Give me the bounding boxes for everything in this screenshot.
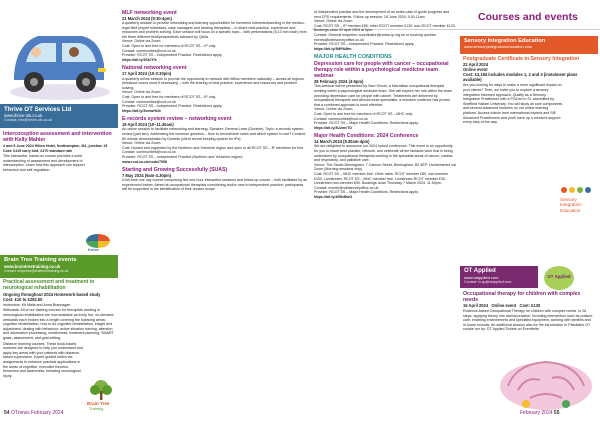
ot-cost: Cost: £130 bbox=[519, 303, 541, 308]
thrive-name-banner bbox=[0, 104, 118, 128]
brain-name: Brain Tree Training events bbox=[4, 257, 77, 263]
event-cost: Cost: Open to and free for members of RCOT SS – IP only. bbox=[122, 44, 217, 49]
event-title: Major Health Conditions: 2024 Conference bbox=[314, 133, 419, 140]
issue-left: OTnews February 2024 bbox=[10, 410, 64, 416]
column-3 bbox=[314, 10, 456, 416]
event-title: E-records system review – networking event bbox=[122, 116, 232, 123]
brain-logo-line2: Training bbox=[89, 406, 104, 411]
event-date: 19 April 2024 (10–11.30am) bbox=[122, 122, 174, 128]
thrive-name: Thrive OT Services Ltd bbox=[4, 106, 72, 113]
event-provider: Provider: RCOT SS – Major Health Conditions. Restrictions apply. bbox=[314, 190, 419, 195]
event-contact[interactable]: Contact: communities@rcot.co.uk bbox=[122, 99, 176, 104]
thrive-url[interactable]: www.thrive-ots.co.uk bbox=[4, 113, 43, 118]
event-contact[interactable]: Contact: communities@rcot.co.uk bbox=[314, 116, 368, 121]
event-link[interactable]: https://bit.ly/3Sk7tTe bbox=[122, 57, 157, 62]
brain-url[interactable]: www.braintreetraining.co.uk bbox=[4, 263, 61, 269]
sensory-mode: Online event bbox=[463, 67, 488, 73]
suas-link[interactable]: https://bit.ly/3MPA8fm bbox=[314, 46, 352, 51]
event-date: 17 April 2024 (10-3:30pm) bbox=[122, 71, 172, 77]
event-cost: Cost: Hosted and organised by the Northern and Yorkshire region and open to all RCOT SS – IP members for free. bbox=[122, 145, 305, 150]
event-venue: Venue: Online via Zoom. bbox=[122, 39, 162, 44]
event-contact[interactable]: Contact: communities@rcot.co.uk bbox=[122, 48, 176, 53]
sensory-body: Are you looking for ways to make a more significant impact on your clients? Then, we invite you to explore a sensory integration informed approach. Qualify as a Sensory Integration Practitioner with a PGCert in SI, accredited by Sheffield Hallam University. You will study all core components and several advanced modules on our online learning platform. Access videos from international experts and SIE Advanced Practitioners and you'll have up a mentor's support every step of the way. bbox=[463, 83, 563, 125]
event-link[interactable]: www.rcot.co.uk/node/7958 bbox=[122, 159, 168, 164]
brain-contact[interactable]: Contact: enquiries@braintreetraining.co.uk bbox=[4, 268, 69, 273]
sensory-card bbox=[460, 36, 598, 236]
ot-name: OT Applied bbox=[464, 268, 496, 274]
event-date: 7 May 2024 (9am-4.30pm) bbox=[122, 173, 172, 179]
event-link[interactable]: https://bit.ly/40BvBwG bbox=[314, 195, 353, 199]
event-date: 28 February 2024 (4-5pm) bbox=[314, 79, 364, 85]
event-contact[interactable]: Contact: communities@rcot.co.uk bbox=[122, 150, 176, 155]
event-title: MLF networking event bbox=[122, 10, 177, 16]
brain-cost: Cost: £10 to £252.50 bbox=[3, 296, 43, 302]
event-link[interactable]: https://bit.ly/3U2mvTD bbox=[314, 125, 352, 130]
event-date: 14 March 2024 (9.30am-4pm) bbox=[314, 139, 370, 145]
event-erecords bbox=[122, 116, 308, 164]
event-title: Depression care for people with cancer – occupational therapy role within a psychological medicine team webinar bbox=[314, 61, 449, 80]
event-provider: Provider: RCOT SS – Independent Practice (Northern and Yorkshire region) bbox=[122, 154, 243, 159]
event-provider: Provider: RCOT SS – Major Health Conditions. Restrictions apply. bbox=[314, 121, 419, 126]
event-body: A quarterly session to provide networking and learning opportunities for members interested/working in the medico-legal field (expert witnesses, case managers and treating therapists) – to share best practice, experience and resources and problem solving. Each session will focus on a specific topic – with presentations (5-10 min each) from the three different field/perspectives followed by Q&As. bbox=[122, 21, 307, 39]
event-body: A full-time one day course comprising five one-hour interactive sessions and follow-up course – both facilitated by an experienced trainer. Aimed at occupational therapists considering and/or new to independent practice; participants will be supported in the identification of their chosen scope bbox=[122, 178, 308, 192]
ot-body: Evidence-based Occupational Therapy for children with complex needs. In 26 steps, applying theory into clinical practice. Including intervention such as posture care, enabling environments and specialist equipment, working with families and in-home schools. An additional session also for the introduction to Paediatric OT course run by: OT Applied Tickets on Eventbrite. bbox=[463, 309, 593, 332]
event-title: National networking event bbox=[122, 65, 187, 72]
brain-instructors: Instructors: Kit Malia and Anna Brannagan bbox=[3, 302, 71, 307]
event-body: An online session to facilitate networking and learning. Speaker: Gemma Lowe (Durante). Topic: e-records system review (part two). Addressing the common question – How to record/store notes and which system to use? Content: 60 minute demonstration by Durante (client record keeping system for IPs). bbox=[122, 127, 306, 141]
brain-when: Ongoing throughout 2024 Homework-based study bbox=[3, 291, 101, 297]
event-suas bbox=[122, 167, 308, 192]
page-title: Courses and events bbox=[478, 11, 578, 23]
ot-logo-badge bbox=[544, 266, 574, 290]
suas-continued: of independent practice and the development of an action plan to guide progress and next CPD requirements. Follow up session: 18 June 2024, 9.30-11am. bbox=[314, 10, 450, 19]
brain-logo bbox=[86, 379, 116, 413]
event-venue: Venue: Online via Zoom. bbox=[122, 141, 162, 146]
event-mlf bbox=[122, 10, 308, 62]
event-venue: Venue: Online via Zoom. bbox=[314, 107, 354, 112]
event-date: 21 March 2024 (9:30-4pm) bbox=[122, 16, 172, 21]
event-body: This webinar will be presented by Sam Glover, a Macmillan occupational therapist working within a psychological medicine team. She will explore her role within the team providing depression care for people with cancer. Treatments are delivered by occupational therapists and clinical nurse specialists: a research evidence has proven that a combined approach is most effective. bbox=[314, 84, 453, 107]
tree-icon bbox=[86, 379, 116, 401]
sensory-dots-icon bbox=[560, 184, 596, 196]
sensory-logo bbox=[560, 184, 596, 224]
event-cost: Cost: Open to and free for members of RCOT SS – MHC only. bbox=[314, 112, 413, 116]
event-link[interactable]: https://bit.ly/3vmwHUb bbox=[122, 108, 161, 113]
car-illustration bbox=[8, 6, 110, 110]
event-provider: Provider: RCOT SS – Independent Practice. Restrictions apply. bbox=[122, 53, 223, 58]
event-national bbox=[122, 65, 308, 113]
event-provider: Provider: RCOT SS – Independent Practice. Restrictions apply. bbox=[122, 104, 223, 109]
brain-illustration bbox=[496, 350, 596, 412]
brain-webcasts: Webcasts: All of our training courses for therapists working in neurological rehabilitation are now available as lively, fun, on-demand webcasts each broken into a length covering the following areas: cognitive rehabilitation, how to do cognitive rehabilitation, insight and adjustment, dealing with behaviour, active situation training, attention and information processing, mindfulness, treatment planning, SMART goals, assessment, and goal setting. bbox=[3, 308, 114, 340]
event-cost: Cost: Open to and free for members of RCOT SS – IP only. bbox=[122, 94, 217, 99]
thrive-body: This interactive, hands-on course provides a solid understanding of assessment and development of interoception. Learn how this approach can support behaviour and self-regulation. bbox=[3, 154, 85, 172]
sensory-course-title: Postgraduate Certificate in Sensory Integration bbox=[463, 56, 580, 62]
sensory-date: 22 April 2024 bbox=[463, 62, 489, 67]
sensory-name: Sensory Integration Education bbox=[464, 38, 546, 44]
suas-venue: Venue: Online via Zoom. bbox=[314, 19, 354, 24]
footer-right bbox=[520, 410, 559, 416]
suas-contact[interactable]: Contact: General enquiries: coordinator@rcotss-ip.org.uk or booking queries: events@ndhtsurveyoffice.co.uk bbox=[314, 32, 437, 42]
page-number-left: 54 bbox=[4, 410, 10, 416]
issue-right: February 2024 bbox=[520, 410, 553, 416]
page-number-right: 55 bbox=[553, 410, 560, 416]
ot-url[interactable]: www.otapplied.com bbox=[464, 274, 499, 280]
sensory-logo-text: Sensory Integration Education bbox=[560, 197, 582, 213]
thrive-logo-text: thrive bbox=[88, 247, 99, 252]
brain-card bbox=[0, 255, 118, 417]
event-body: We are delighted to announce our 2024 hybrid conference. This event is an opportunity for you to share best practice, network, and celebrate all the fantastic work that is being undertaken by occupational therapists working in the specialist areas of cancer, cardiac and respiratory, and palliative care. bbox=[314, 144, 453, 163]
brain-logo-line1: Brain Tree bbox=[87, 401, 110, 406]
sensory-url[interactable]: www.sensoryintegrationeducation.com bbox=[464, 44, 533, 50]
brain-course-title: Practical assessment and treatment in neurological rehabilitation bbox=[3, 279, 95, 291]
sensory-cost: Cost: £3,184 includes modules 1, 2 and 3 (instalment plans available) bbox=[463, 72, 578, 83]
event-body: A quarterly online session to provide the opportunity to network with fellow members nationally – across all regions (breakout rooms used if necessary) – with the sharing of best practice, experience and resources and problem solving. bbox=[122, 76, 304, 90]
event-venue: Venue: Online via Zoom. bbox=[122, 90, 162, 95]
ot-name-banner bbox=[460, 266, 538, 288]
event-cost: Cost: RCOT SS – MHC member free. Other rates: RCOT member £80, non-member £100, Livestream: RCOT SS – MHC member free, Livestream RCOT member £30, Livestream non-member £50. Bookings close Thursday 7 March 2024, 11.59pm. bbox=[314, 172, 449, 186]
ot-mode: Online event bbox=[491, 303, 517, 308]
event-venue: Venue: The Studio Birmingham, 7 Cannon Street, Birmingham, B2 5EP. Livestreamed via Zoom (Morning sessions only). bbox=[314, 162, 456, 172]
ot-date-row bbox=[463, 303, 595, 308]
brain-distance: Distance learning courses: These book-based modules are designed to help you understand and apply key areas with your patients with distance-based supervision. Expert guided tuition via assignments to enhance practical applications in the areas of cognitive, executive function, behaviour and awareness, following neurological injury. bbox=[3, 341, 83, 378]
section-heading: MAJOR HEALTH CONDITIONS bbox=[314, 54, 392, 61]
ot-contact[interactable]: Contact: iv.sp@otapplied.com bbox=[464, 279, 512, 284]
thrive-logo bbox=[86, 234, 116, 252]
suas-provider: Provider: RCOT SS – Independent Practice. Restrictions apply. bbox=[314, 42, 415, 47]
thrive-card bbox=[0, 104, 118, 254]
ot-course-title: Occupational therapy for children with complex needs bbox=[463, 291, 581, 303]
ot-date: 15 April 2024 bbox=[463, 303, 489, 308]
thrive-contact[interactable]: Contact: info@thrive-ots.co.uk bbox=[4, 118, 53, 122]
footer-left bbox=[4, 410, 63, 416]
ot-logo-text: OT Applied bbox=[547, 274, 571, 279]
column-2 bbox=[122, 10, 308, 416]
event-contact[interactable]: Contact: events@ndhtsurveyoffice.co.uk bbox=[314, 185, 379, 190]
suas-cost: Cost: RCOT SS – IP member £85, other RCOT member £130, non-RCOT member £130. Bookings close 22 April 2024 at 5pm. bbox=[314, 23, 456, 33]
thrive-course-title: Intercoception assessment and intervention with Kelly Mahler bbox=[3, 131, 112, 143]
brain-name-banner bbox=[0, 255, 118, 278]
sensory-name-banner bbox=[460, 36, 598, 54]
event-title: Starting and Growing Successfully (SUAS) bbox=[122, 167, 228, 174]
thrive-when: 4 and 5 June 2024 Hilton Hotel, Northampton, M1, junction 15 Cost: £415 early bird, £470 standard rate bbox=[3, 144, 108, 153]
